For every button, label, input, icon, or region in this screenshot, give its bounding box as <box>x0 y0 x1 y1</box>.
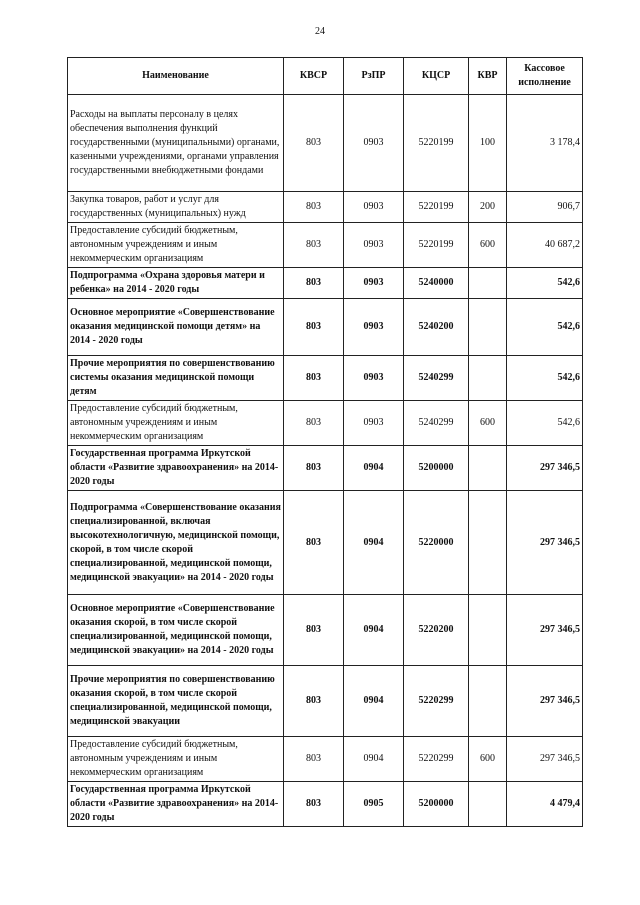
cell-rzpr: 0903 <box>344 223 404 268</box>
cell-kcsr: 5240299 <box>404 401 469 446</box>
table-header <box>68 58 583 95</box>
cell-name: Расходы на выплаты персоналу в целях обеспечения выполнения функций государственными (муниципальными) органами, казенными учреждениями, органами управления государственными внебюджетными фондами <box>68 95 284 192</box>
cell-amount: 297 346,5 <box>507 446 583 491</box>
cell-amount: 542,6 <box>507 356 583 401</box>
cell-kcsr: 5200000 <box>404 446 469 491</box>
cell-rzpr: 0903 <box>344 95 404 192</box>
cell-kvsr: 803 <box>284 446 344 491</box>
cell-kcsr: 5220199 <box>404 192 469 223</box>
table-row <box>68 737 583 782</box>
cell-rzpr: 0904 <box>344 666 404 737</box>
cell-kvr <box>469 299 507 356</box>
cell-kcsr: 5200000 <box>404 782 469 827</box>
header-name: Наименование <box>68 58 284 95</box>
cell-kvsr: 803 <box>284 666 344 737</box>
cell-rzpr: 0903 <box>344 268 404 299</box>
cell-rzpr: 0903 <box>344 299 404 356</box>
table-row <box>68 95 583 192</box>
table-row <box>68 782 583 827</box>
cell-kvr <box>469 446 507 491</box>
table-row <box>68 666 583 737</box>
cell-kvr: 600 <box>469 737 507 782</box>
table-row <box>68 299 583 356</box>
table-row <box>68 401 583 446</box>
page-number: 24 <box>315 26 325 37</box>
cell-kvr: 600 <box>469 401 507 446</box>
cell-name: Закупка товаров, работ и услуг для государственных (муниципальных) нужд <box>68 192 284 223</box>
cell-name: Прочие мероприятия по совершенствованию системы оказания медицинской помощи детям <box>68 356 284 401</box>
cell-kvsr: 803 <box>284 299 344 356</box>
cell-name: Предоставление субсидий бюджетным, автономным учреждениям и иным некоммерческим организациям <box>68 737 284 782</box>
cell-amount: 4 479,4 <box>507 782 583 827</box>
cell-kvsr: 803 <box>284 595 344 666</box>
cell-name: Прочие мероприятия по совершенствованию оказания скорой, в том числе скорой специализированной, медицинской помощи, медицинской эвакуации <box>68 666 284 737</box>
header-kvr: КВР <box>469 58 507 95</box>
cell-kcsr: 5220199 <box>404 95 469 192</box>
cell-kvsr: 803 <box>284 192 344 223</box>
header-kvsr: КВСР <box>284 58 344 95</box>
cell-kvr <box>469 782 507 827</box>
table-row <box>68 223 583 268</box>
cell-amount: 542,6 <box>507 299 583 356</box>
cell-rzpr: 0905 <box>344 782 404 827</box>
cell-amount: 542,6 <box>507 401 583 446</box>
cell-kvsr: 803 <box>284 782 344 827</box>
cell-kvr <box>469 666 507 737</box>
cell-amount: 3 178,4 <box>507 95 583 192</box>
cell-rzpr: 0903 <box>344 192 404 223</box>
cell-name: Подпрограмма «Совершенствование оказания специализированной, включая высокотехнологичную, медицинской помощи, скорой, в том числе скорой специализированной, медицинской помощи, медицинской эвакуации» на 2014 - 2020 годы <box>68 491 284 595</box>
cell-kvsr: 803 <box>284 491 344 595</box>
table-row <box>68 192 583 223</box>
cell-kvr: 200 <box>469 192 507 223</box>
cell-kvsr: 803 <box>284 223 344 268</box>
cell-rzpr: 0904 <box>344 737 404 782</box>
cell-kvsr: 803 <box>284 737 344 782</box>
cell-rzpr: 0903 <box>344 401 404 446</box>
cell-kvsr: 803 <box>284 268 344 299</box>
cell-kvr <box>469 268 507 299</box>
budget-table <box>67 57 583 827</box>
cell-name: Подпрограмма «Охрана здоровья матери и ребенка» на 2014 - 2020 годы <box>68 268 284 299</box>
cell-kcsr: 5220299 <box>404 666 469 737</box>
cell-amount: 40 687,2 <box>507 223 583 268</box>
cell-kcsr: 5220200 <box>404 595 469 666</box>
cell-kcsr: 5240000 <box>404 268 469 299</box>
cell-kcsr: 5220199 <box>404 223 469 268</box>
cell-kvr <box>469 356 507 401</box>
header-amount: Кассовое исполнение <box>507 58 583 95</box>
cell-kvr: 100 <box>469 95 507 192</box>
table-row <box>68 446 583 491</box>
cell-kvr <box>469 491 507 595</box>
cell-kvr <box>469 595 507 666</box>
cell-rzpr: 0904 <box>344 446 404 491</box>
cell-name: Государственная программа Иркутской области «Развитие здравоохранения» на 2014-2020 годы <box>68 782 284 827</box>
table-row <box>68 356 583 401</box>
cell-amount: 297 346,5 <box>507 737 583 782</box>
cell-amount: 906,7 <box>507 192 583 223</box>
cell-name: Предоставление субсидий бюджетным, автономным учреждениям и иным некоммерческим организациям <box>68 223 284 268</box>
cell-amount: 297 346,5 <box>507 491 583 595</box>
cell-amount: 297 346,5 <box>507 595 583 666</box>
cell-amount: 297 346,5 <box>507 666 583 737</box>
header-rzpr: РзПР <box>344 58 404 95</box>
cell-kcsr: 5240200 <box>404 299 469 356</box>
cell-kvsr: 803 <box>284 401 344 446</box>
cell-rzpr: 0904 <box>344 491 404 595</box>
cell-amount: 542,6 <box>507 268 583 299</box>
table-body <box>68 95 583 827</box>
cell-kcsr: 5220000 <box>404 491 469 595</box>
cell-name: Предоставление субсидий бюджетным, автономным учреждениям и иным некоммерческим организациям <box>68 401 284 446</box>
cell-kcsr: 5240299 <box>404 356 469 401</box>
cell-rzpr: 0904 <box>344 595 404 666</box>
cell-kvr: 600 <box>469 223 507 268</box>
header-row <box>68 58 583 95</box>
cell-rzpr: 0903 <box>344 356 404 401</box>
cell-name: Основное мероприятие «Совершенствование оказания скорой, в том числе скорой специализированной, медицинской помощи, медицинской эвакуации» на 2014 - 2020 годы <box>68 595 284 666</box>
table-row <box>68 268 583 299</box>
cell-name: Основное мероприятие «Совершенствование оказания медицинской помощи детям» на 2014 - 2020 годы <box>68 299 284 356</box>
cell-kcsr: 5220299 <box>404 737 469 782</box>
header-kcsr: КЦСР <box>404 58 469 95</box>
cell-kvsr: 803 <box>284 95 344 192</box>
cell-name: Государственная программа Иркутской области «Развитие здравоохранения» на 2014-2020 годы <box>68 446 284 491</box>
table-row <box>68 595 583 666</box>
table-row <box>68 491 583 595</box>
cell-kvsr: 803 <box>284 356 344 401</box>
